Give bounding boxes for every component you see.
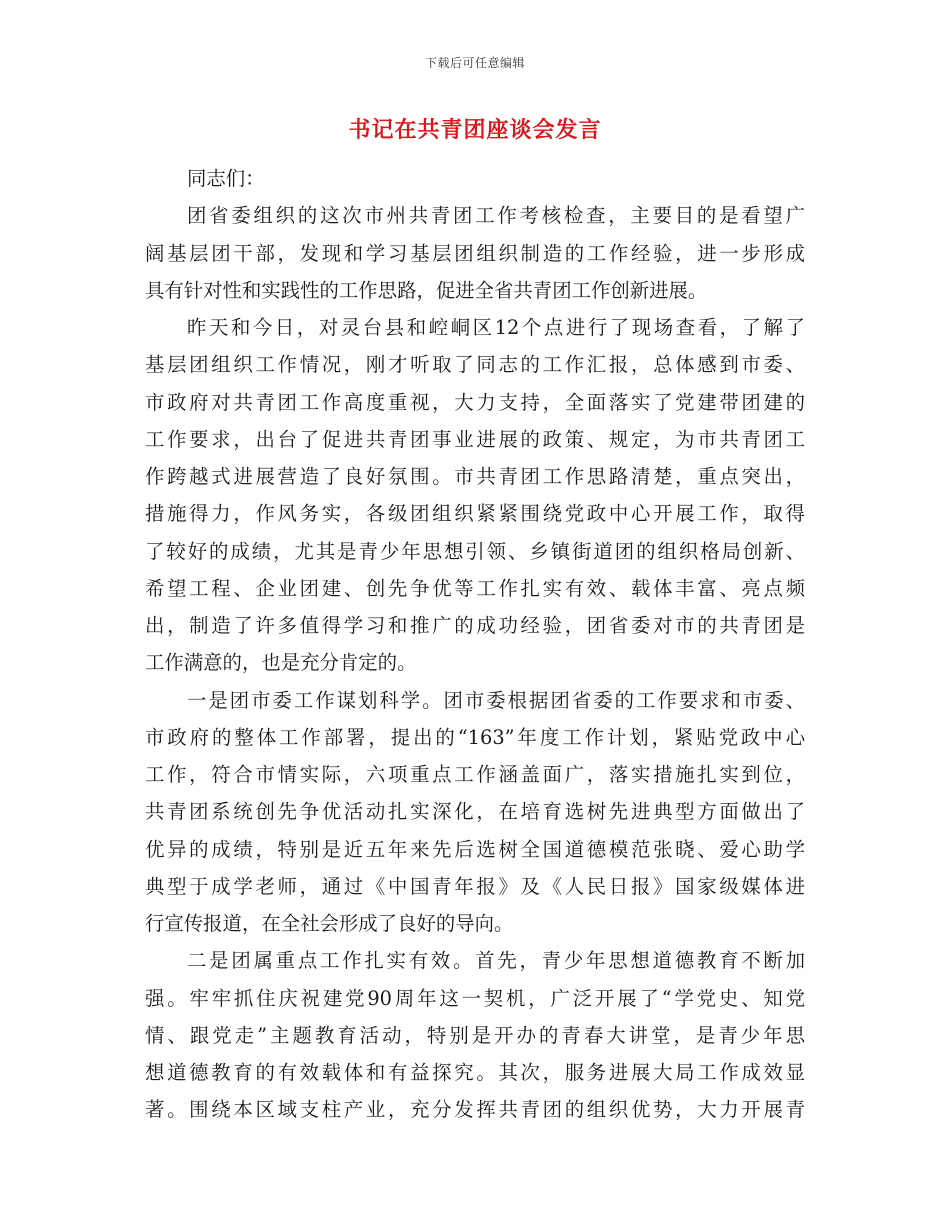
paragraph-line: 共青团系统创先争优活动扎实深化，在培育选树先进典型方面做出了 — [145, 800, 805, 824]
paragraph-line: 优异的成绩，特别是近五年来先后选树全国道德模范张晓、爱心助学 — [145, 837, 805, 861]
paragraph-line: 希望工程、企业团建、创先争优等工作扎实有效、载体丰富、亮点频 — [145, 576, 805, 600]
paragraph-line: 昨天和今日，对灵台县和崆峒区12个点进行了现场查看，了解了 — [187, 316, 805, 339]
paragraph-line: 想道德教育的有效载体和有益探究。其次，服务进展大局工作成效显 — [145, 1061, 805, 1084]
paragraph-line: 市政府对共青团工作高度重视，大力支持，全面落实了党建带团建的 — [145, 390, 805, 414]
paragraph-line: 了较好的成绩，尤其是青少年思想引领、乡镇街道团的组织格局创新、 — [145, 539, 805, 563]
salutation-line: 同志们： — [187, 167, 265, 190]
paragraph-line: 情、跟党走”主题教育活动，特别是开办的青春大讲堂，是青少年思 — [145, 1023, 805, 1047]
paragraph-line: 作跨越式进展营造了良好氛围。市共青团工作思路清楚，重点突出， — [145, 465, 805, 488]
paragraph-line: 典型于成学老师，通过《中国青年报》及《人民日报》国家级媒体进 — [145, 874, 805, 898]
paragraph-line: 措施得力，作风务实，各级团组织紧紧围绕党政中心开展工作，取得 — [145, 502, 805, 526]
paragraph-line: 市政府的整体工作部署，提出的“163”年度工作计划，紧贴党政中心 — [145, 725, 805, 749]
paragraph-line: 著。围绕本区域支柱产业，充分发挥共青团的组织优势，大力开展青 — [145, 1098, 805, 1122]
paragraph-line: 强。牢牢抓住庆祝建党90周年这一契机，广泛开展了“学党史、知党 — [145, 986, 805, 1010]
paragraph-line: 工作，符合市情实际，六项重点工作涵盖面广，落实措施扎实到位， — [145, 763, 805, 786]
paragraph-line: 具有针对性和实践性的工作思路，促进全省共青团工作创新进展。 — [145, 278, 708, 302]
document-body — [145, 160, 805, 1129]
paragraph-line: 二是团属重点工作扎实有效。首先，青少年思想道德教育不断加 — [187, 949, 805, 973]
paragraph-line: 出，制造了许多值得学习和推广的成功经验，团省委对市的共青团是 — [145, 614, 805, 637]
paragraph-line: 阔基层团干部，发现和学习基层团组织制造的工作经验，进一步形成 — [145, 241, 805, 265]
paragraph-line: 团省委组织的这次市州共青团工作考核检查，主要目的是看望广 — [187, 204, 805, 228]
paragraph-line: 工作满意的，也是充分肯定的。 — [145, 651, 417, 675]
paragraph-line: 行宣传报道，在全社会形成了良好的导向。 — [145, 912, 514, 935]
paragraph-line: 一是团市委工作谋划科学。团市委根据团省委的工作要求和市委、 — [187, 688, 805, 712]
paragraph-line: 工作要求，出台了促进共青团事业进展的政策、规定，为市共青团工 — [145, 427, 805, 451]
header-note: 下载后可任意编辑 — [424, 56, 525, 70]
document-title: 书记在共青团座谈会发言 — [348, 117, 602, 143]
paragraph-line: 基层团组织工作情况，刚才听取了同志的工作汇报，总体感到市委、 — [145, 353, 805, 377]
